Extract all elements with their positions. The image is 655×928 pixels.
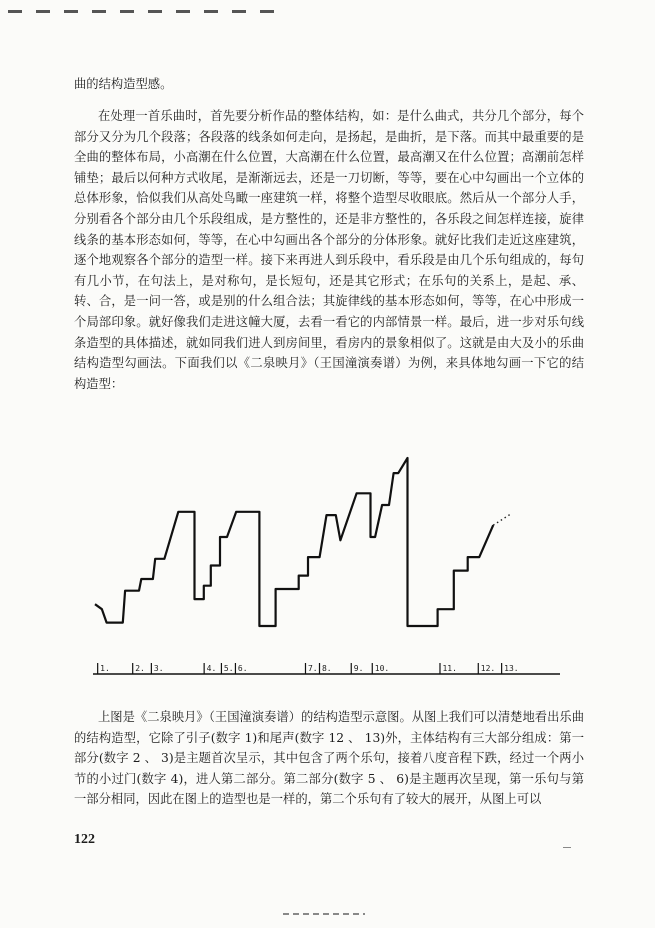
paragraph-continuation: 曲的结构造型感。 [74, 77, 173, 91]
timeline-tick-label: 11. [442, 664, 457, 673]
page-number: 122 [74, 832, 95, 847]
timeline-tick-label: 1. [100, 664, 110, 673]
bottom-edge-marks [283, 913, 365, 915]
timeline-tick-label: 10. [374, 664, 390, 673]
timeline-tick-label: 4. [206, 664, 217, 673]
timeline-tick-label: 7. [307, 664, 318, 673]
timeline-tick-label: 5. [223, 664, 234, 673]
timeline-tick-label: 9. [353, 664, 364, 673]
timeline-tick-label: 12. [480, 664, 496, 673]
paragraph-analysis: 在处理一首乐曲时，首先要分析作品的整体结构，如：是什么曲式，共分几个部分，每个部分又分为几个段落；各段落的线条如何走向，是扬起，是曲折，是下落。而其中最重要的是全曲的整体布局，小高潮在什么位置，大高潮在什么位置，最高潮又在什么位置；高潮前怎样铺垫；最后以何种方式收尾，是渐渐远去，还是一刀切断，等等，要在心中勾画出一个立体的总体形象，恰似我们从高处鸟瞰一座建筑一样，将整个造型尽收眼底。然后从一个部分人手，分别看各个部分由几个乐段组成，是方整性的，还是非方整性的，各乐段之间怎样连接，旋律线条的基本形态如何，等等，在心中勾画出各个部分的分体形象。就好比我们走近这座建筑，逐个地观察各个部分的造型一样。接下来再进人到乐段中，看乐段是由几个乐句组成的，每句有几小节，在句法上，是对称句，是长短句，还是其它形式；在乐句的关系上，是起、承、转、合，是一问一答，或是别的什么组合法；其旋律线的基本形态如何，等等，在心中形成一个局部印象。就好像我们走进这幢大厦，去看一看它的内部情景一样。最后，进一步对乐句线条造型的具体描述，就如同我们进人到房间里，看房内的景象相似了。这就是由大及小的乐曲结构造型勾画法。下面我们以《二泉映月》（王国潼演奏谱）为例，来具体地勾画一下它的结构造型： [74, 109, 584, 391]
paragraph-diagram-explanation: 上图是《二泉映月》（王国潼演奏谱）的结构造型示意图。从图上我们可以清楚地看出乐曲的结构造型，它除了引子(数字 1)和尾声(数字 12 、 13)外，主体结构有三大部分组成：第一部分(数字 2 、 3)是主题首次呈示，其中包含了两个乐句，接着八度音程下跌，经过一个两小节的小过门(数字 4)，进人第二部分。第二部分(数字 5 、 6)是主题再次呈现，第一乐句与第一部分相同，因此在图上的造型也是一样的，第二个乐句有了较大的展开，从图上可以 [74, 710, 584, 807]
timeline-tick-label: 13. [504, 664, 519, 673]
timeline-tick-label: 8. [321, 664, 332, 673]
melodic-contour [95, 458, 512, 626]
timeline-tick-label: 6. [237, 664, 248, 673]
timeline-tick-label: 3. [153, 664, 164, 673]
timeline-tick-label: 2. [135, 664, 145, 673]
contour-line [95, 458, 493, 626]
contour-fade-tail [493, 513, 512, 525]
margin-mark [563, 847, 571, 848]
section-timeline [93, 663, 560, 674]
